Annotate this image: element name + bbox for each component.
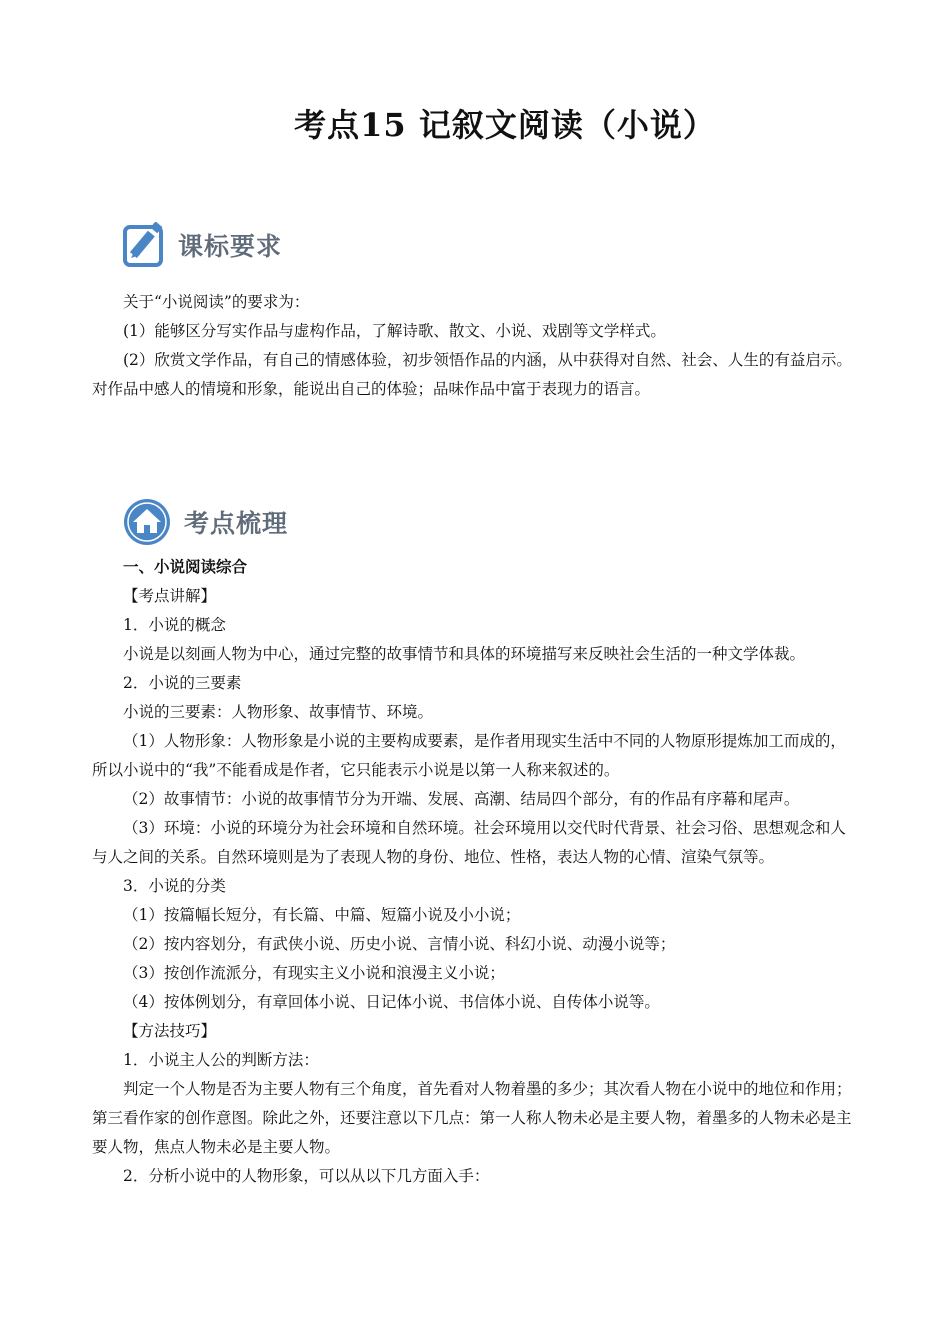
- paragraph-elements-item-3: （3）环境：小说的环境分为社会环境和自然环境。社会环境用以交代时代背景、社会习俗、思想观念和人与人之间的关系。自然环境则是为了表现人物的身份、地位、性格，表达人物的心情、渲染气氛等。: [92, 819, 846, 866]
- paragraph-concept: 小说是以刻画人物为中心，通过完整的故事情节和具体的环境描写来反映社会生活的一种文学体裁。: [123, 645, 806, 663]
- paragraph-elements-item-1: （1）人物形象：人物形象是小说的主要构成要素，是作者用现实生活中不同的人物原形提炼加工而成的，所以小说中的“我”不能看成是作者，它只能表示小说是以第一人称来叙述的。: [92, 732, 846, 779]
- section-heading-label: 考点梳理: [184, 509, 289, 538]
- subheading-character-analysis: 2．分析小说中的人物形象，可以从以下几方面入手：: [123, 1167, 490, 1185]
- section-heading-label: 课标要求: [178, 232, 283, 261]
- pencil-edit-icon: [122, 222, 166, 268]
- classification-item-3: （3）按创作流派分，有现实主义小说和浪漫主义小说；: [123, 964, 505, 982]
- classification-item-4: （4）按体例划分，有章回体小说、日记体小说、书信体小说、自传体小说等。: [123, 993, 660, 1011]
- section-heading-requirements: [122, 222, 282, 268]
- bracket-heading-explanation: 【考点讲解】: [123, 587, 217, 605]
- subheading-elements: 2．小说的三要素: [123, 674, 242, 692]
- review-heading-1: 一、小说阅读综合: [123, 558, 248, 576]
- requirements-item-2: (2）欣赏文学作品，有自己的情感体验，初步领悟作品的内涵，从中获得对自然、社会、人生的有益启示。对作品中感人的情境和形象，能说出自己的体验；品味作品中富于表现力的语言。: [92, 351, 852, 398]
- paragraph-protagonist: 判定一个人物是否为主要人物有三个角度，首先看对人物着墨的多少；其次看人物在小说中的地位和作用；第三看作家的创作意图。除此之外，还要注意以下几点：第一人称人物未必是主要人物，着墨多的人物未必是主要人物，焦点人物未必是主要人物。: [92, 1080, 852, 1156]
- requirements-block: [92, 288, 860, 404]
- section-heading-review: [122, 497, 288, 547]
- review-block: [92, 553, 860, 1191]
- subheading-concept: 1．小说的概念: [123, 616, 226, 634]
- subheading-protagonist: 1．小说主人公的判断方法：: [123, 1051, 319, 1069]
- home-icon: [122, 497, 172, 547]
- subheading-classification: 3．小说的分类: [123, 877, 226, 895]
- classification-item-1: （1）按篇幅长短分，有长篇、中篇、短篇小说及小小说；: [123, 906, 521, 924]
- requirements-intro: 关于“小说阅读”的要求为：: [123, 293, 310, 311]
- classification-item-2: （2）按内容划分，有武侠小说、历史小说、言情小说、科幻小说、动漫小说等；: [123, 935, 676, 953]
- bracket-heading-methods: 【方法技巧】: [123, 1022, 217, 1040]
- page-title: 考点15 记叙文阅读（小说）: [294, 106, 716, 144]
- requirements-item-1: (1）能够区分写实作品与虚构作品，了解诗歌、散文、小说、戏剧等文学样式。: [123, 322, 666, 340]
- paragraph-elements: 小说的三要素：人物形象、故事情节、环境。: [123, 703, 434, 721]
- paragraph-elements-item-2: （2）故事情节：小说的故事情节分为开端、发展、高潮、结局四个部分，有的作品有序幕和尾声。: [123, 790, 800, 808]
